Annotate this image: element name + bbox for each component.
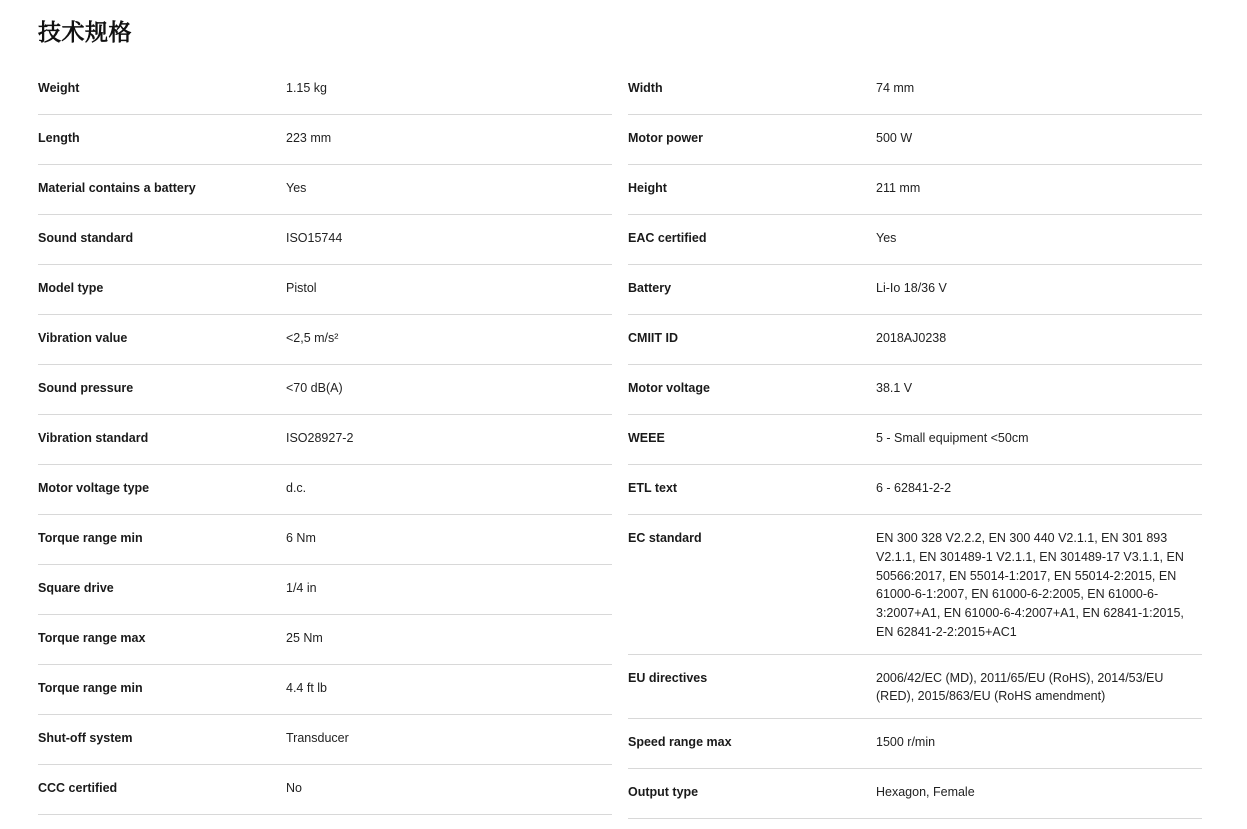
spec-value: EN 300 328 V2.2.2, EN 300 440 V2.1.1, EN 301 893 V2.1.1, EN 301489-1 V2.1.1, EN 301489-17 V3.1.1, EN 50566:2017, EN 55014-1:2017, EN 55014-2:2015, EN 61000-6-1:2007, EN 61000-6-2:2005, EN 61000-6-3:2007+A1, EN 61000-6-4:2007+A1, EN 62841-1:2015, EN 62841-2-2:2015+AC1 bbox=[876, 531, 1184, 639]
spec-row bbox=[628, 265, 1202, 315]
spec-value: 6 - 62841-2-2 bbox=[876, 481, 952, 495]
spec-label: Motor voltage type bbox=[38, 481, 150, 495]
spec-row bbox=[38, 615, 612, 665]
spec-row bbox=[38, 415, 612, 465]
spec-value: Pistol bbox=[286, 281, 317, 295]
spec-label: Motor voltage bbox=[628, 381, 710, 395]
spec-value: d.c. bbox=[286, 481, 307, 495]
spec-value: Yes bbox=[876, 231, 897, 245]
spec-row bbox=[38, 465, 612, 515]
spec-label: Speed range max bbox=[628, 735, 732, 749]
spec-label: Torque range min bbox=[38, 531, 143, 545]
spec-row bbox=[628, 769, 1202, 819]
spec-label: Torque range min bbox=[38, 681, 143, 695]
spec-value: 1.15 kg bbox=[286, 81, 328, 95]
spec-label: Torque range max bbox=[38, 631, 146, 645]
spec-label: Height bbox=[628, 181, 667, 195]
spec-value: Li-Io 18/36 V bbox=[876, 281, 947, 295]
spec-row bbox=[628, 415, 1202, 465]
spec-row bbox=[628, 365, 1202, 415]
spec-label: Motor power bbox=[628, 131, 703, 145]
spec-value: 74 mm bbox=[876, 81, 915, 95]
spec-row bbox=[628, 315, 1202, 365]
spec-row bbox=[628, 655, 1202, 720]
spec-row bbox=[628, 115, 1202, 165]
specification-column-left bbox=[38, 69, 612, 815]
spec-row bbox=[38, 69, 612, 115]
spec-label: ETL text bbox=[628, 481, 678, 495]
spec-value: <70 dB(A) bbox=[286, 381, 343, 395]
spec-label: Output type bbox=[628, 785, 699, 799]
spec-value: Yes bbox=[286, 181, 307, 195]
spec-value: 2006/42/EC (MD), 2011/65/EU (RoHS), 2014/53/EU (RED), 2015/863/EU (RoHS amendment) bbox=[876, 670, 1164, 704]
spec-value: 5 - Small equipment <50cm bbox=[876, 431, 1029, 445]
spec-label: EC standard bbox=[628, 531, 702, 545]
spec-value: 6 Nm bbox=[286, 531, 316, 545]
spec-value: Transducer bbox=[286, 731, 349, 745]
spec-value: Hexagon, Female bbox=[876, 785, 975, 799]
spec-row bbox=[628, 165, 1202, 215]
spec-value: 4.4 ft lb bbox=[286, 681, 327, 695]
spec-label: CMIIT ID bbox=[628, 331, 678, 345]
page-title: 技术规格 bbox=[38, 19, 132, 45]
spec-label: Battery bbox=[628, 281, 672, 295]
spec-row bbox=[38, 715, 612, 765]
spec-row bbox=[38, 315, 612, 365]
spec-value: <2,5 m/s² bbox=[286, 331, 339, 345]
spec-value: ISO28927-2 bbox=[286, 431, 354, 445]
spec-value: ISO15744 bbox=[286, 231, 343, 245]
spec-row bbox=[628, 69, 1202, 115]
spec-row bbox=[38, 565, 612, 615]
spec-row bbox=[628, 215, 1202, 265]
spec-row bbox=[38, 265, 612, 315]
specification-columns bbox=[38, 69, 1207, 819]
spec-row bbox=[38, 665, 612, 715]
spec-row bbox=[628, 719, 1202, 769]
spec-label: WEEE bbox=[628, 431, 665, 445]
specification-column-right bbox=[628, 69, 1202, 819]
spec-label: Model type bbox=[38, 281, 104, 295]
spec-row bbox=[38, 365, 612, 415]
spec-row bbox=[628, 515, 1202, 655]
spec-value: No bbox=[286, 781, 302, 795]
spec-value: 211 mm bbox=[876, 181, 921, 195]
spec-label: EAC certified bbox=[628, 231, 707, 245]
spec-label: Shut-off system bbox=[38, 731, 133, 745]
spec-value: 223 mm bbox=[286, 131, 332, 145]
spec-label: Vibration value bbox=[38, 331, 128, 345]
spec-row bbox=[38, 515, 612, 565]
spec-value: 25 Nm bbox=[286, 631, 323, 645]
spec-label: Sound standard bbox=[38, 231, 134, 245]
spec-label: Length bbox=[38, 131, 80, 145]
spec-label: Width bbox=[628, 81, 663, 95]
spec-row bbox=[38, 765, 612, 815]
spec-row bbox=[628, 465, 1202, 515]
spec-row bbox=[38, 215, 612, 265]
spec-value: 38.1 V bbox=[876, 381, 913, 395]
spec-label: CCC certified bbox=[38, 781, 118, 795]
spec-label: Square drive bbox=[38, 581, 114, 595]
spec-label: Weight bbox=[38, 81, 80, 95]
spec-label: Sound pressure bbox=[38, 381, 134, 395]
spec-label: Vibration standard bbox=[38, 431, 149, 445]
spec-row bbox=[38, 115, 612, 165]
spec-label: EU directives bbox=[628, 670, 708, 685]
spec-label: Material contains a battery bbox=[38, 181, 196, 195]
spec-value: 500 W bbox=[876, 131, 913, 145]
spec-value: 2018AJ0238 bbox=[876, 331, 947, 345]
spec-row bbox=[38, 165, 612, 215]
spec-value: 1/4 in bbox=[286, 581, 317, 595]
spec-value: 1500 r/min bbox=[876, 735, 936, 749]
